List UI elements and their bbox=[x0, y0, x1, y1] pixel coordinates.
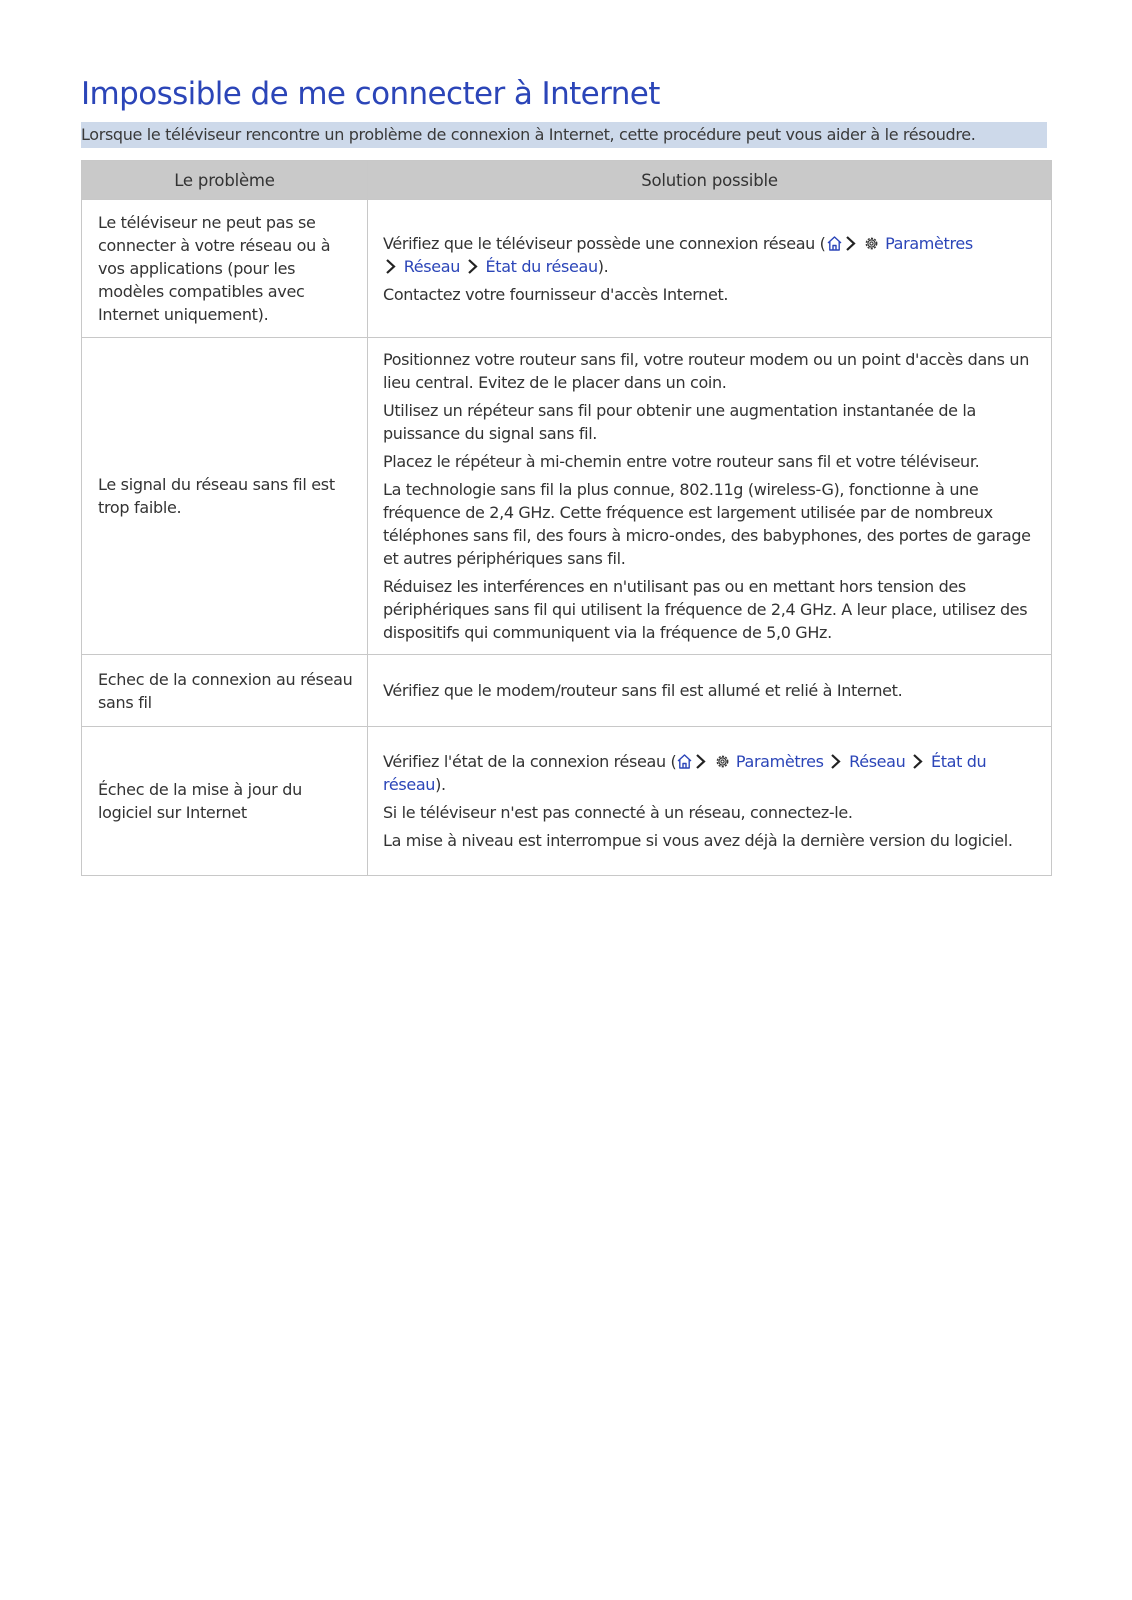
solution-cell bbox=[368, 338, 1052, 655]
solution-cell bbox=[368, 727, 1052, 876]
chevron-right-icon bbox=[465, 258, 481, 275]
solution-paragraph: Contactez votre fournisseur d'accès Internet. bbox=[383, 284, 729, 304]
solution-text: Vérifiez que le téléviseur possède une connexion réseau ( bbox=[383, 233, 826, 253]
menu-link-network-status[interactable]: État du réseau bbox=[485, 256, 598, 276]
solution-paragraph bbox=[383, 750, 1041, 796]
menu-link-network[interactable]: Réseau bbox=[849, 752, 906, 771]
intro-text: Lorsque le téléviseur rencontre un problème de connexion à Internet, cette procédure peut vous aider à le résoudre. bbox=[81, 122, 1047, 148]
problem-cell: Echec de la connexion au réseau sans fil bbox=[82, 655, 368, 727]
troubleshooting-table bbox=[81, 160, 1052, 876]
home-icon bbox=[826, 235, 843, 252]
chevron-right-icon bbox=[843, 235, 859, 252]
menu-link-network[interactable]: Réseau bbox=[403, 256, 461, 276]
solution-cell bbox=[368, 655, 1052, 727]
table-row bbox=[82, 655, 1052, 727]
chevron-right-icon bbox=[383, 258, 399, 275]
problem-cell: Le téléviseur ne peut pas se connecter à votre réseau ou à vos applications (pour les modèles compatibles avec Internet uniquement). bbox=[82, 200, 368, 338]
table-row bbox=[82, 338, 1052, 655]
menu-link-settings[interactable]: Paramètres bbox=[735, 752, 824, 771]
solution-paragraph: Réduisez les interférences en n'utilisant pas ou en mettant hors tension des périphériques sans fil qui utilisent la fréquence de 2,4 GHz. A leur place, utilisez des dispositifs qui communiquent via la fréquence de 5,0 GHz. bbox=[383, 577, 1028, 642]
problem-cell: Le signal du réseau sans fil est trop faible. bbox=[82, 338, 368, 655]
solution-text: ). bbox=[435, 775, 446, 794]
solution-paragraph bbox=[383, 232, 1041, 278]
chevron-right-icon bbox=[910, 753, 926, 770]
solution-paragraph: Si le téléviseur n'est pas connecté à un réseau, connectez-le. bbox=[383, 803, 853, 822]
solution-paragraph: Placez le répéteur à mi-chemin entre votre routeur sans fil et votre téléviseur. bbox=[383, 452, 980, 471]
menu-link-network-status[interactable]: État du réseau bbox=[383, 752, 987, 794]
table-header-row bbox=[82, 161, 1052, 200]
problem-cell: Échec de la mise à jour du logiciel sur Internet bbox=[82, 727, 368, 876]
header-solution: Solution possible bbox=[368, 161, 1052, 200]
page-title: Impossible de me connecter à Internet bbox=[81, 76, 660, 112]
solution-text: Vérifiez l'état de la connexion réseau ( bbox=[383, 752, 677, 771]
gear-icon bbox=[863, 235, 880, 252]
chevron-right-icon bbox=[693, 753, 709, 770]
solution-text: ). bbox=[597, 256, 609, 276]
table-row bbox=[82, 727, 1052, 876]
menu-link-settings[interactable]: Paramètres bbox=[885, 233, 973, 253]
home-icon bbox=[676, 753, 693, 770]
solution-paragraph: La technologie sans fil la plus connue, 802.11g (wireless-G), fonctionne à une fréquence de 2,4 GHz. Cette fréquence est largement utilisée par de nombreux téléphones sans fil, des fours à micro-ondes, des babyphones, des portes de garage et autres périphériques sans fil. bbox=[383, 480, 1031, 568]
table-row bbox=[82, 200, 1052, 338]
gear-icon bbox=[714, 753, 731, 770]
solution-paragraph: Positionnez votre routeur sans fil, votre routeur modem ou un point d'accès dans un lieu central. Evitez de le placer dans un coin. bbox=[383, 350, 1029, 392]
solution-paragraph: Vérifiez que le modem/routeur sans fil est allumé et relié à Internet. bbox=[383, 681, 903, 700]
solution-paragraph: La mise à niveau est interrompue si vous avez déjà la dernière version du logiciel. bbox=[383, 831, 1013, 850]
chevron-right-icon bbox=[828, 753, 844, 770]
solution-cell bbox=[368, 200, 1052, 338]
header-problem: Le problème bbox=[82, 161, 368, 200]
solution-paragraph: Utilisez un répéteur sans fil pour obtenir une augmentation instantanée de la puissance du signal sans fil. bbox=[383, 401, 976, 443]
